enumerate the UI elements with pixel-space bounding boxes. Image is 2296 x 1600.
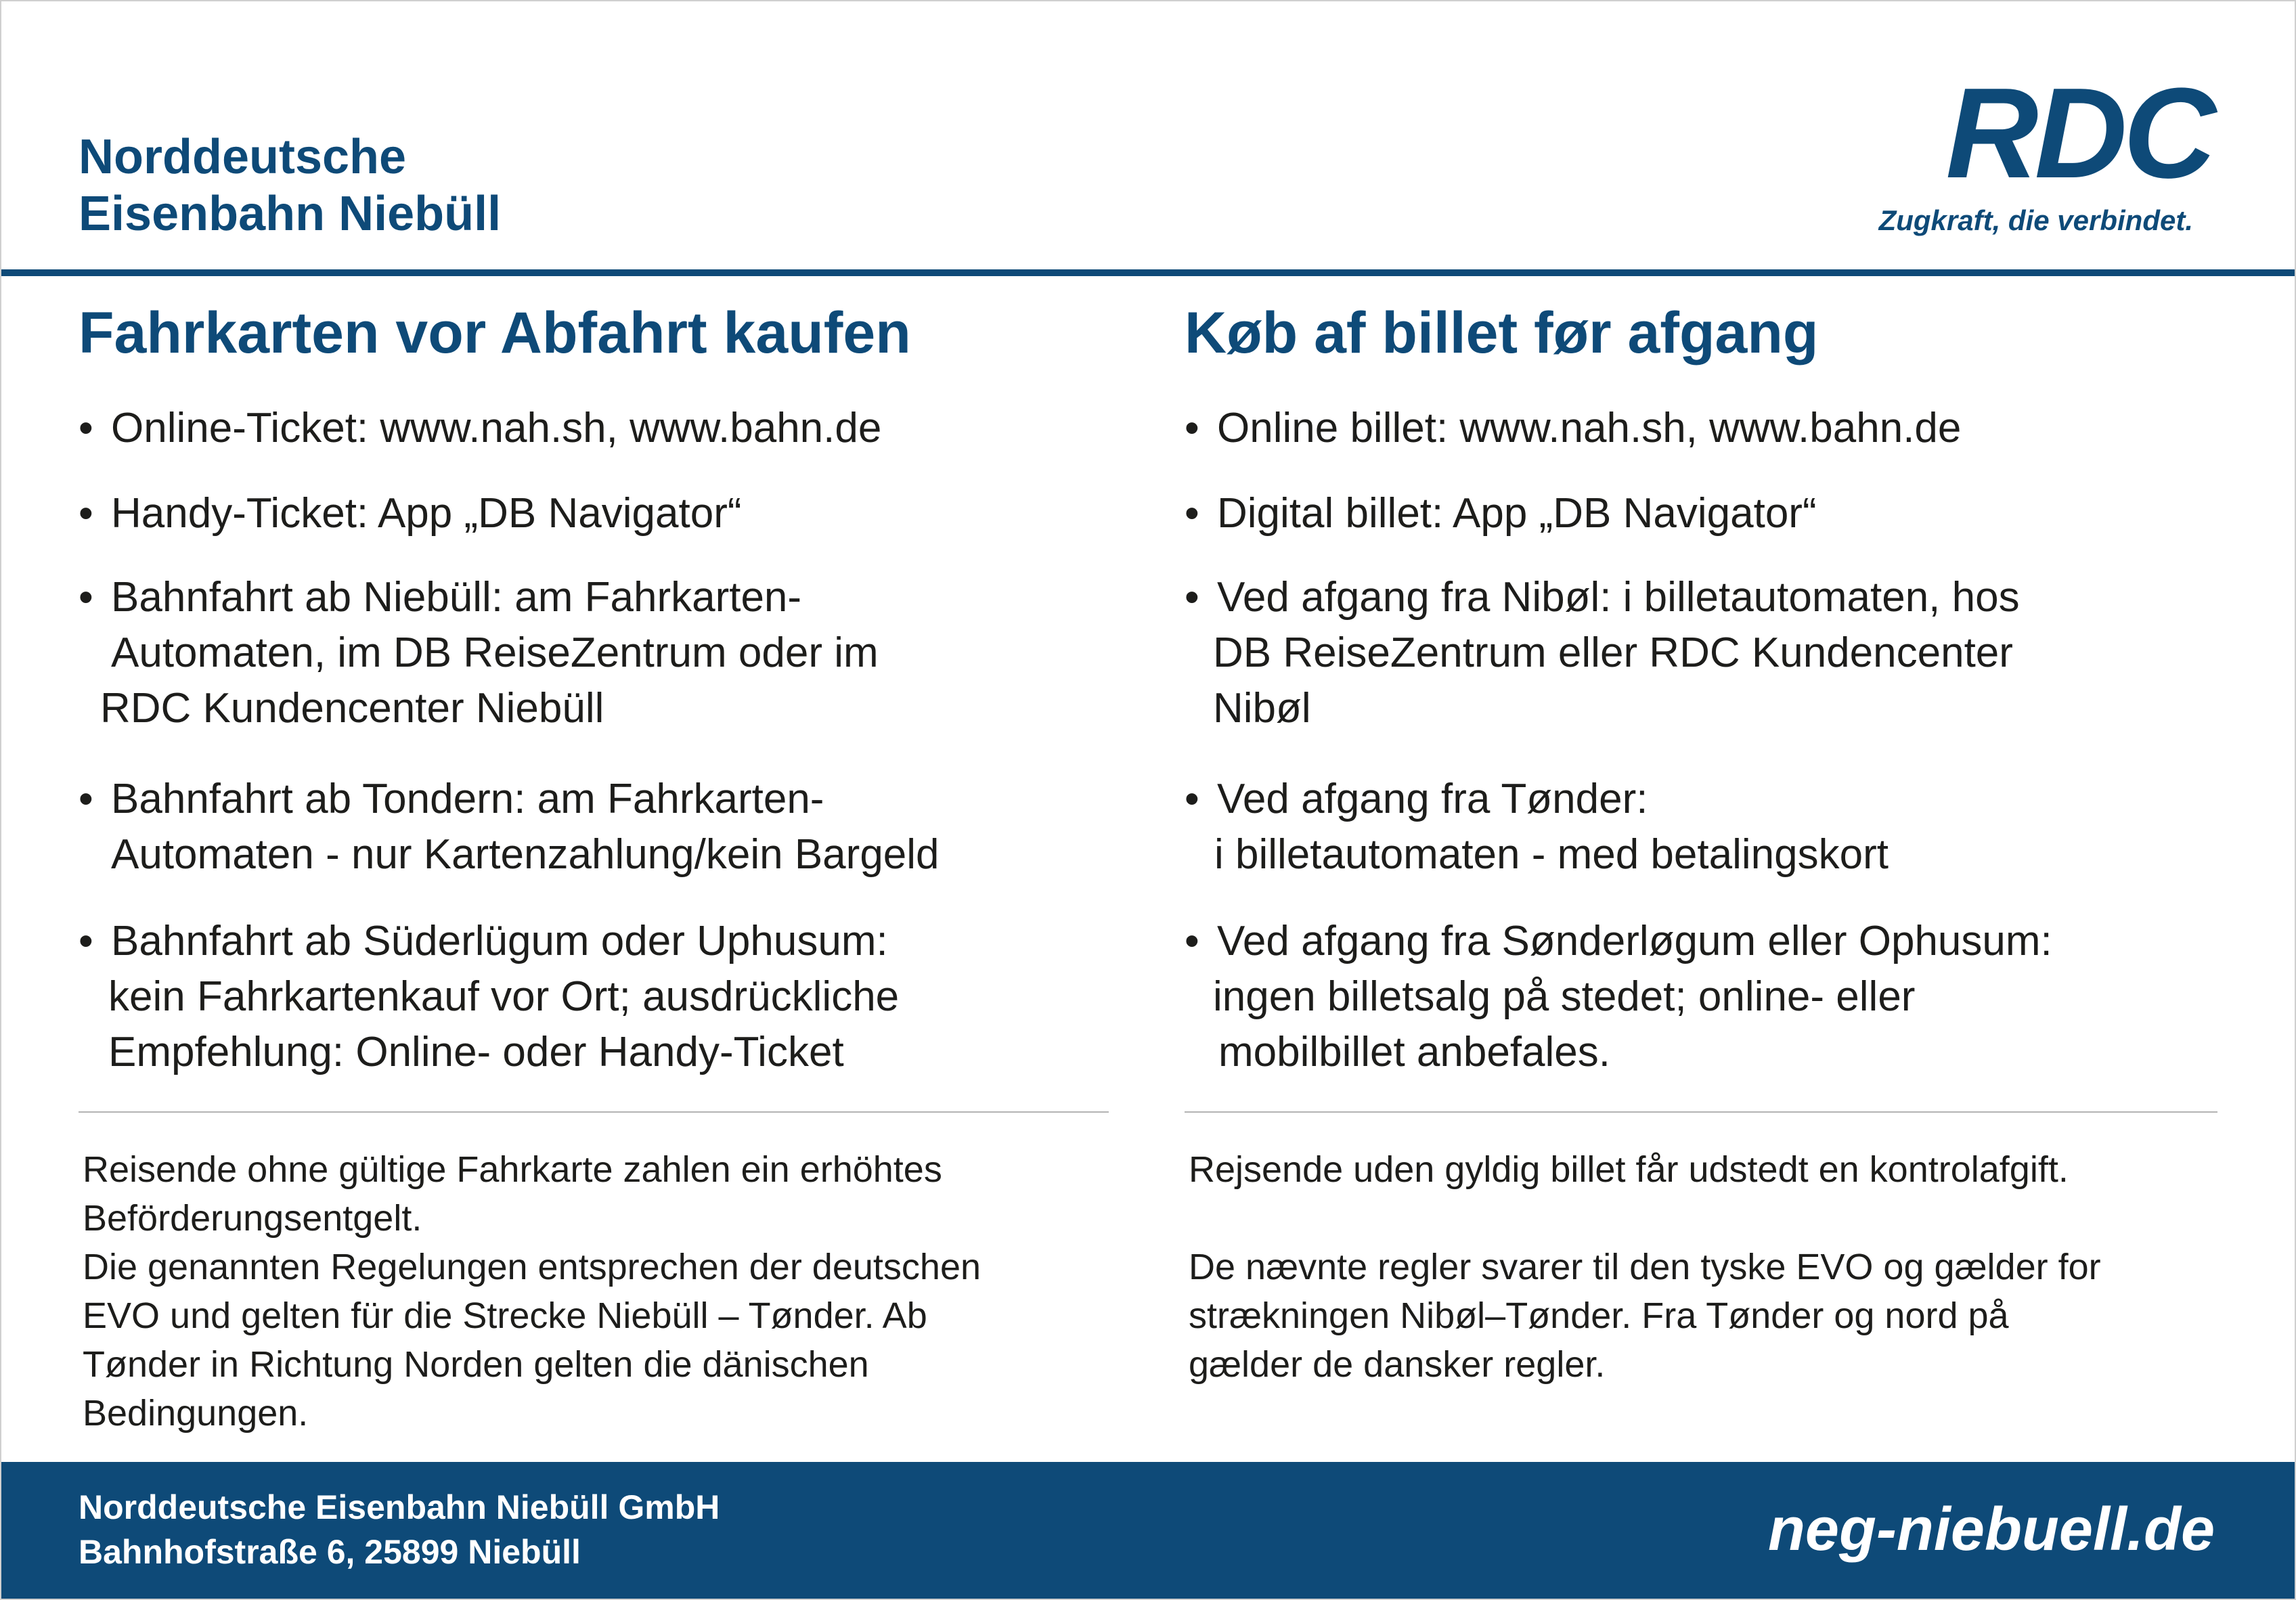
danish-bullet-toender [1185, 772, 2213, 883]
german-note [83, 1145, 981, 1438]
company-name-line: Eisenbahn Niebüll [79, 187, 502, 241]
bullet-line: DB ReiseZentrum eller RDC Kundencenter [1213, 629, 2013, 676]
german-bullet-online-ticket [79, 401, 1107, 456]
company-name [79, 129, 501, 242]
rdc-logo-tagline: Zugkraft, die verbindet. [1878, 204, 2193, 236]
danish-column [1185, 299, 2213, 1075]
german-title: Fahrkarten vor Abfahrt kaufen [79, 301, 911, 365]
note-line: Bedingungen. [83, 1393, 309, 1434]
note-line: EVO und gelten für die Strecke Niebüll – Tønder. Ab [83, 1295, 927, 1336]
danish-bullet-online-billet [1185, 401, 2213, 456]
danish-note [1189, 1145, 2101, 1389]
bullet-icon: • [79, 574, 93, 621]
bullet-line: Automaten - nur Kartenzahlung/kein Bargeld [111, 831, 940, 878]
danish-bullet-soenderloegum [1185, 914, 2213, 1080]
bullet-line: Automaten, im DB ReiseZentrum oder im [111, 629, 879, 676]
footer-bar [1, 1462, 2295, 1599]
footer-street: Bahnhofstraße 6, 25899 Niebüll [79, 1533, 581, 1571]
danish-bullet-digital-billet [1185, 486, 2213, 541]
german-bullet-handy-ticket [79, 486, 1107, 541]
rdc-logo [1878, 62, 2212, 245]
bullet-icon: • [1185, 776, 1199, 822]
note-line: Beförderungsentgelt. [83, 1198, 422, 1239]
bullet-icon: • [79, 490, 93, 537]
bullet-icon: • [1185, 918, 1199, 964]
website-link[interactable]: neg-niebuell.de [1767, 1496, 2215, 1563]
danish-title: Køb af billet før afgang [1185, 301, 1819, 365]
footer-address [79, 1485, 720, 1574]
bullet-line: Digital billet: App „DB Navigator“ [1217, 490, 1817, 537]
bullet-line: Bahnfahrt ab Tondern: am Fahrkarten- [111, 776, 824, 822]
bullet-line: Online-Ticket: www.nah.sh, www.bahn.de [111, 405, 882, 451]
header-rule [1, 269, 2295, 276]
bullet-icon: • [1185, 490, 1199, 537]
bullet-line: Bahnfahrt ab Süderlügum oder Uphusum: [111, 918, 888, 964]
german-bullet-suederluegum [79, 914, 1107, 1080]
bullet-line: i billetautomaten - med betalingskort [1214, 831, 1889, 878]
bullet-line: mobilbillet anbefales. [1218, 1029, 1611, 1075]
note-line: strækningen Nibøl–Tønder. Fra Tønder og nord på [1189, 1295, 2009, 1336]
bullet-line: Handy-Ticket: App „DB Navigator“ [111, 490, 742, 537]
rdc-logo-mark: RDC [1945, 62, 2212, 205]
german-divider [79, 1111, 1109, 1113]
note-line: Die genannten Regelungen entsprechen der deutschen [83, 1247, 981, 1287]
bullet-line: RDC Kundencenter Niebüll [100, 685, 604, 732]
bullet-icon: • [1185, 405, 1199, 451]
bullet-line: Ved afgang fra Nibøl: i billetautomaten, hos [1217, 574, 2020, 621]
note-spacer [1189, 1194, 2101, 1243]
note-line: De nævnte regler svarer til den tyske EVO og gælder for [1189, 1247, 2101, 1287]
company-name-line: Norddeutsche [79, 130, 407, 184]
bullet-line: Empfehlung: Online- oder Handy-Ticket [108, 1029, 844, 1075]
note-line: Reisende ohne gültige Fahrkarte zahlen ein erhöhtes [83, 1149, 942, 1190]
danish-divider [1185, 1111, 2217, 1113]
german-bullet-tondern [79, 772, 1107, 883]
bullet-line: Bahnfahrt ab Niebüll: am Fahrkarten- [111, 574, 802, 621]
bullet-icon: • [79, 918, 93, 964]
bullet-line: kein Fahrkartenkauf vor Ort; ausdrückliche [108, 973, 900, 1020]
bullet-line: Ved afgang fra Sønderløgum eller Ophusum: [1217, 918, 2052, 964]
danish-bullet-niboel [1185, 570, 2213, 736]
note-line: gælder de dansker regler. [1189, 1344, 1606, 1385]
bullet-icon: • [1185, 574, 1199, 621]
footer-company: Norddeutsche Eisenbahn Niebüll GmbH [79, 1488, 720, 1526]
bullet-line: Online billet: www.nah.sh, www.bahn.de [1217, 405, 1962, 451]
note-line: Tønder in Richtung Norden gelten die dänischen [83, 1344, 869, 1385]
german-bullet-niebuell [79, 570, 1107, 736]
note-line: Rejsende uden gyldig billet får udstedt en kontrolafgift. [1189, 1149, 2069, 1190]
bullet-line: ingen billetsalg på stedet; online- eller [1213, 973, 1916, 1020]
german-column [79, 299, 1107, 1075]
bullet-icon: • [79, 405, 93, 451]
bullet-line: Ved afgang fra Tønder: [1217, 776, 1648, 822]
bullet-line: Nibøl [1213, 685, 1311, 732]
bullet-icon: • [79, 776, 93, 822]
